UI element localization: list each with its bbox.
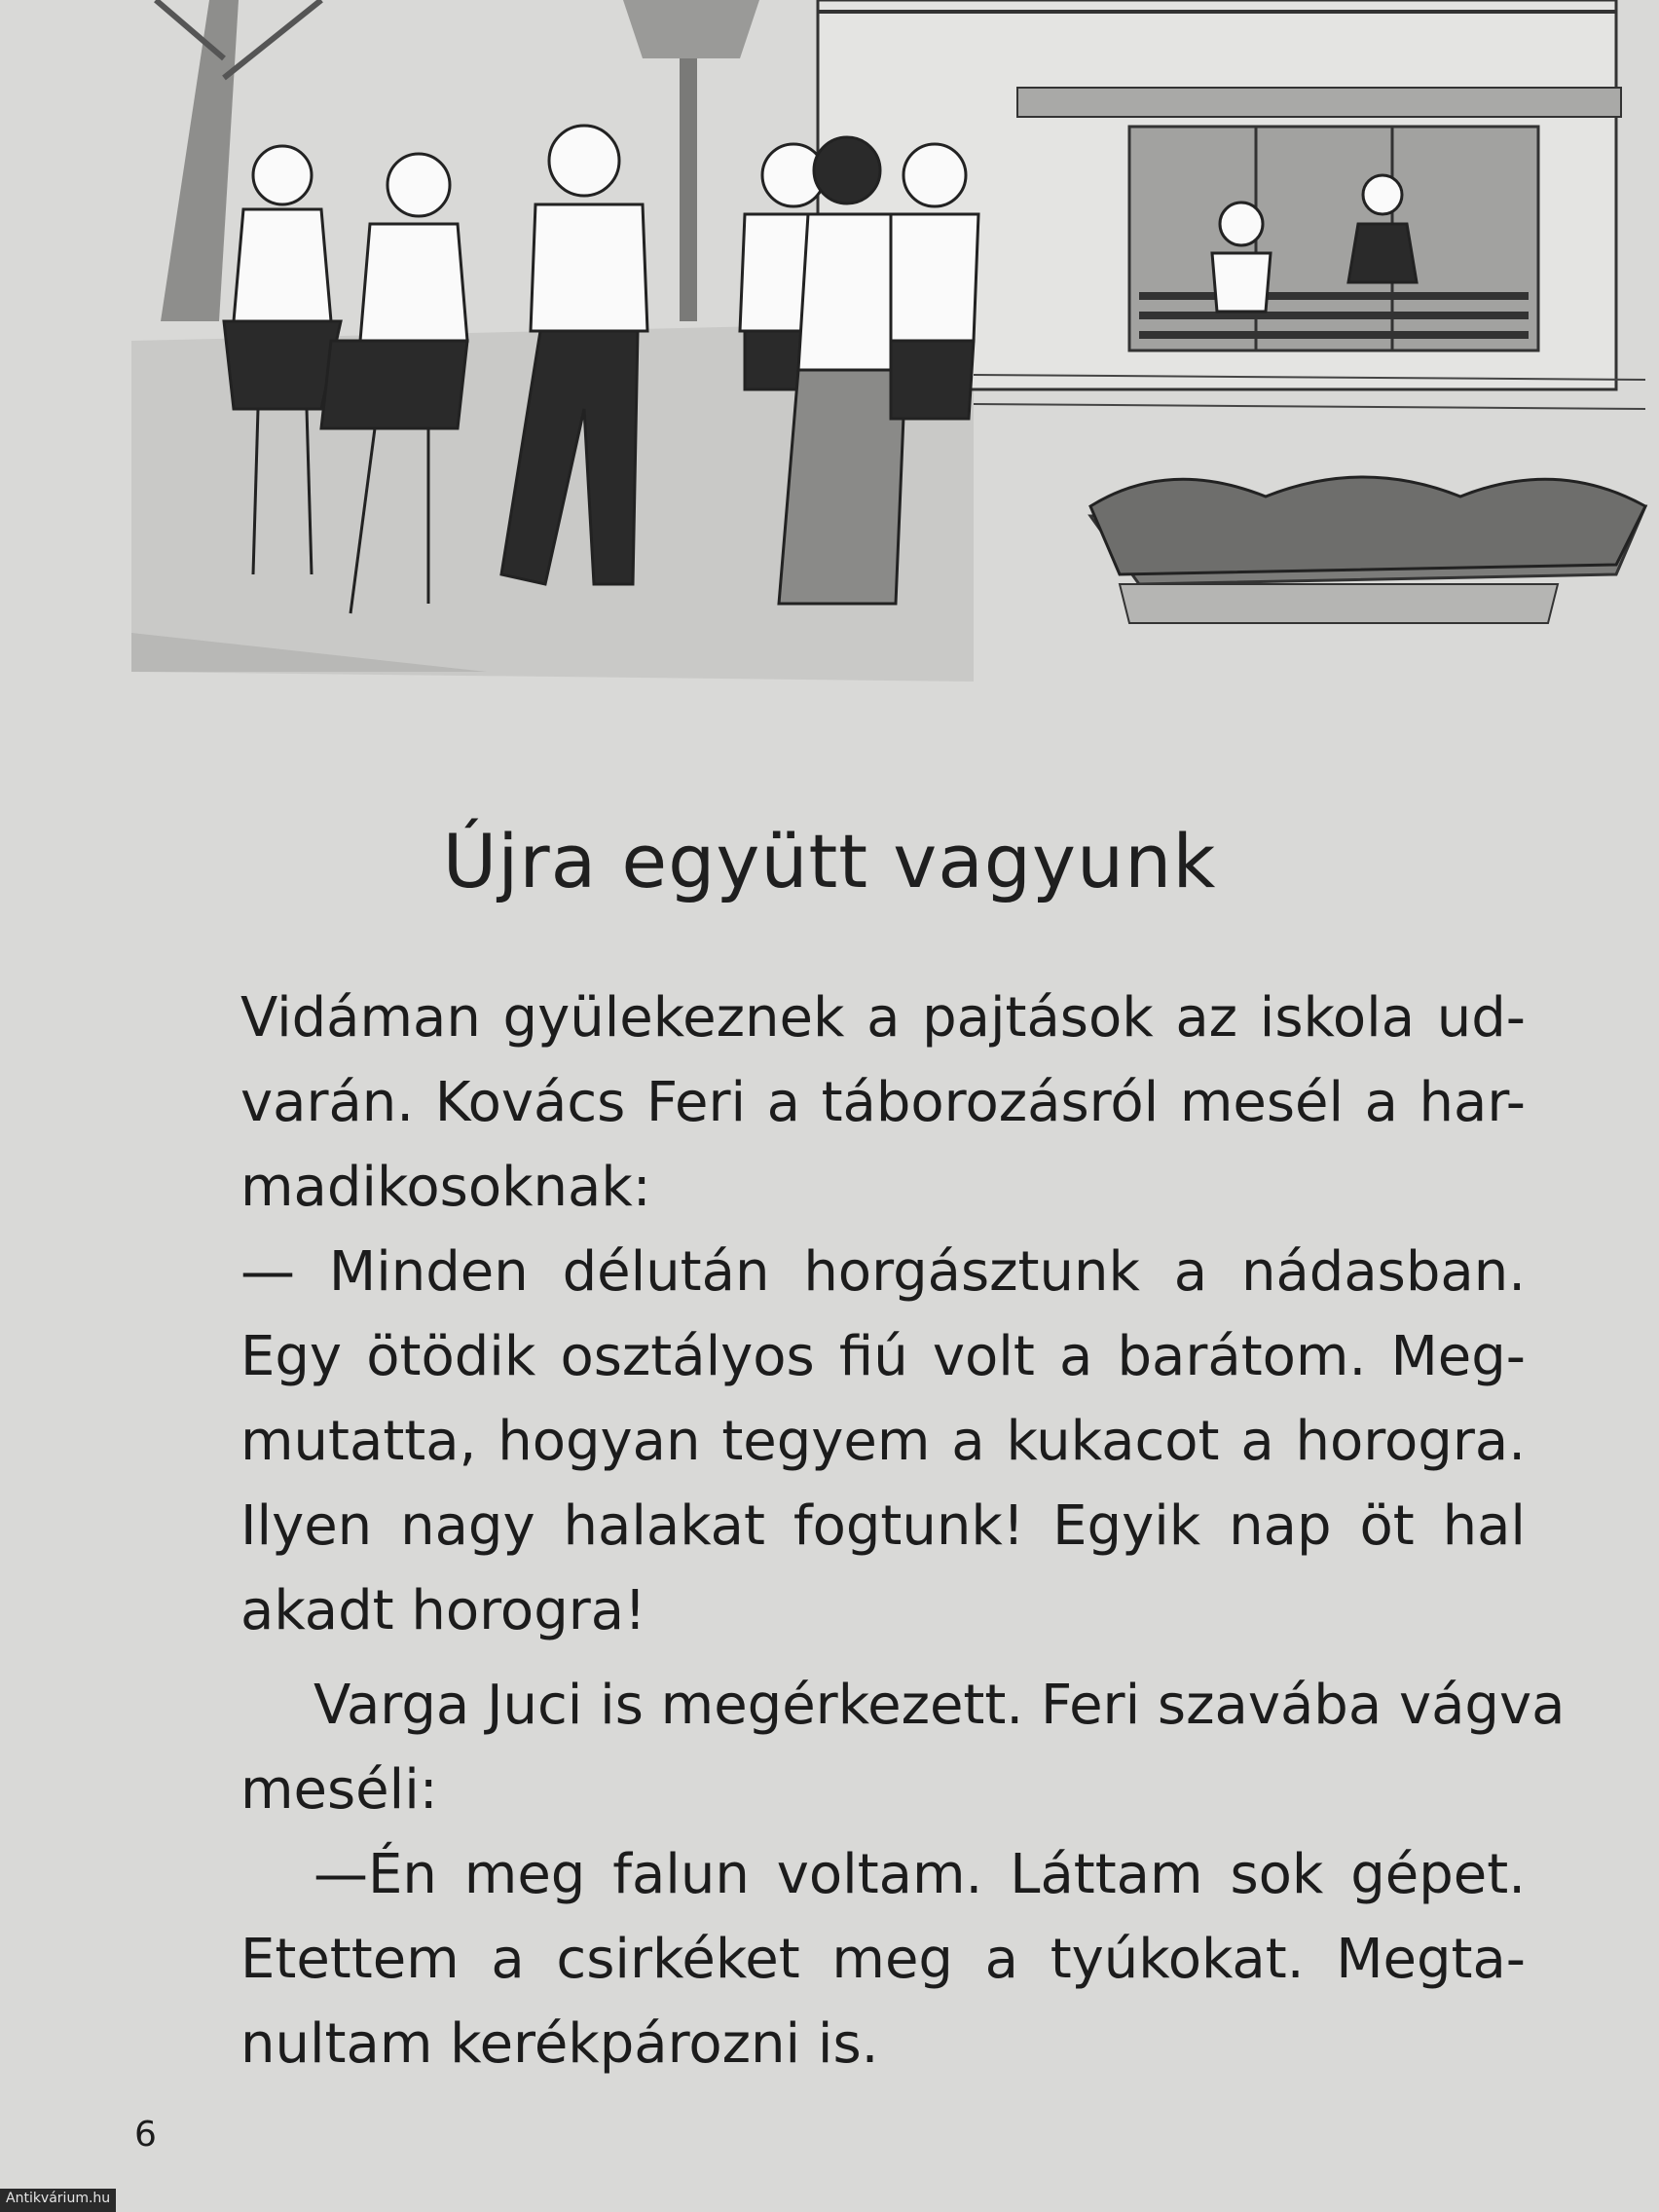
- text-line: Egy ötödik osztályos fiú volt a barátom. Meg-: [240, 1325, 1526, 1388]
- story-text: [240, 976, 1566, 2086]
- text-line: Etettem a csirkéket meg a tyúkokat. Megta-: [240, 1928, 1526, 1991]
- text-line: meséli:: [240, 1758, 438, 1822]
- text-line: nultam kerékpározni is.: [240, 2012, 879, 2076]
- text-line: Varga Juci is megérkezett. Feri szavába vágva: [313, 1674, 1566, 1737]
- page-number: 6: [134, 2115, 157, 2155]
- text-line: Ilyen nagy halakat fogtunk! Egyik nap öt hal: [240, 1494, 1526, 1558]
- watermark: Antikvárium.hu: [0, 2189, 116, 2212]
- text-line: Vidáman gyülekeznek a pajtások az iskola ud-: [240, 986, 1526, 1050]
- text-line: varán. Kovács Feri a táborozásról mesél a har-: [240, 1071, 1526, 1134]
- text-line: madikosoknak:: [240, 1156, 651, 1219]
- text-line: —Én meg falun voltam. Láttam sok gépet.: [313, 1843, 1526, 1906]
- schoolyard-illustration: [0, 0, 1659, 701]
- page-title: Újra együtt vagyunk: [442, 818, 1217, 904]
- text-line: — Minden délután horgásztunk a nádasban.: [240, 1240, 1526, 1304]
- text-line: akadt horogra!: [240, 1579, 646, 1642]
- flower-box-drawing: [1090, 477, 1645, 623]
- text-line: mutatta, hogyan tegyem a kukacot a horogra.: [240, 1410, 1526, 1473]
